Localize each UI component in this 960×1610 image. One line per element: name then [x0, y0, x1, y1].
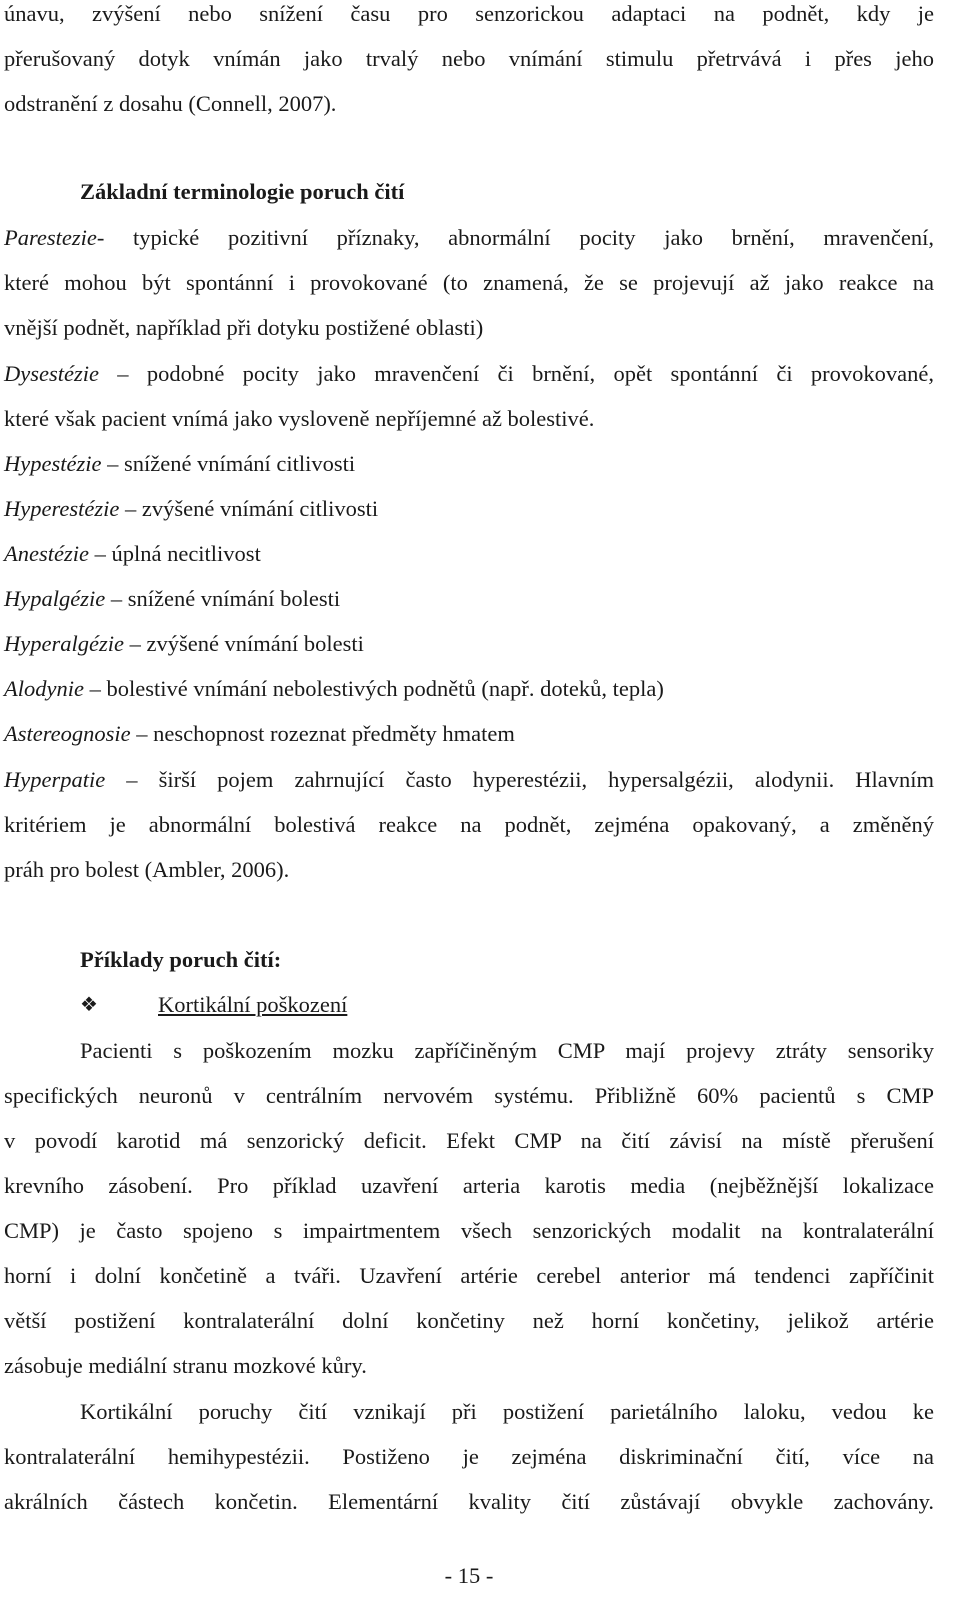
paragraph-1-line: větší postižení kontralaterální dolní končetiny než horní končetiny, jelikož artérie [4, 1308, 934, 1333]
intro-line-1: únavu, zvýšení nebo snížení času pro senzorickou adaptaci na podnět, kdy je [4, 1, 934, 26]
hyperpatie-line-2: kritériem je abnormální bolestivá reakce na podnět, zejména opakovaný, a změněný [4, 812, 934, 837]
page-number: - 15 - [444, 1563, 494, 1588]
term-item [4, 675, 934, 703]
term-item [4, 630, 934, 658]
term-definition: – neschopnost rozeznat předměty hmatem [130, 721, 515, 746]
intro-line-2: přerušovaný dotyk vnímán jako trvalý nebo vnímání stimulu přetrvává i přes jeho [4, 46, 934, 71]
term-name: Hypestézie [4, 451, 102, 476]
parestezie-line-2: které mohou být spontánní i provokované (to znamená, že se projevují až jako reakce na [4, 270, 934, 295]
parestezie-line-3: vnější podnět, například při dotyku postižené oblasti) [4, 315, 484, 340]
paragraph-1-line: v povodí karotid má senzorický deficit. Efekt CMP na čití závisí na místě přerušení [4, 1128, 934, 1153]
hyperpatie-term: Hyperpatie [4, 767, 106, 792]
hyperpatie-line-3: práh pro bolest (Ambler, 2006). [4, 857, 290, 882]
parestezie-text-1: - typické pozitivní příznaky, abnormální pocity jako brnění, mravenčení, [96, 225, 934, 250]
paragraph-1-line: krevního zásobení. Pro příklad uzavření arteria karotis media (nejběžnější lokalizace [4, 1173, 934, 1198]
term-definition: – snížené vnímání bolesti [105, 586, 341, 611]
paragraph-1-line: specifických neuronů v centrálním nervovém systému. Přibližně 60% pacientů s CMP [4, 1083, 934, 1108]
paragraph-1-line: horní i dolní končetině a tváři. Uzavření artérie cerebel anterior má tendenci zapříčinit [4, 1263, 934, 1288]
hyperpatie-line-1 [4, 766, 934, 794]
term-item [4, 585, 934, 613]
term-item [4, 540, 934, 568]
paragraph-2-line: kontralaterální hemihypestézii. Postiženo je zejména diskriminační čití, více na [4, 1444, 934, 1469]
term-name: Hyperestézie [4, 496, 120, 521]
examples-heading: Příklady poruch čití: [80, 947, 282, 972]
paragraph-2-line: akrálních částech končetin. Elementární kvality čití zůstávají obvykle zachovány. [4, 1489, 934, 1514]
paragraph-1-line: CMP) je často spojeno s impairtmentem všech senzorických modalit na kontralaterální [4, 1218, 934, 1243]
diamond-bullet-icon: ❖ [80, 994, 98, 1016]
term-definition: – zvýšené vnímání citlivosti [119, 496, 379, 521]
parestezie-line-1 [4, 224, 934, 252]
term-item [4, 495, 934, 523]
terminology-heading: Základní terminologie poruch čití [80, 179, 405, 204]
paragraph-1-line: zásobuje mediální stranu mozkové kůry. [4, 1353, 367, 1378]
term-definition: – úplná necitlivost [88, 541, 261, 566]
term-definition: – zvýšené vnímání bolesti [123, 631, 364, 656]
paragraph-1-line: Pacienti s poškozením mozku zapříčiněným CMP mají projevy ztráty sensoriky [80, 1038, 934, 1063]
bullet-label: Kortikální poškození [158, 992, 348, 1017]
term-name: Alodynie [4, 676, 84, 701]
dysestezie-term: Dysestézie [4, 361, 99, 386]
term-name: Astereognosie [4, 721, 131, 746]
term-name: Hyperalgézie [4, 631, 124, 656]
dysestezie-line-1 [4, 360, 934, 388]
term-name: Anestézie [4, 541, 89, 566]
term-definition: – bolestivé vnímání nebolestivých podnětů (např. doteků, tepla) [83, 676, 664, 701]
dysestezie-line-2: které však pacient vnímá jako vysloveně nepříjemné až bolestivé. [4, 406, 595, 431]
paragraph-2-line: Kortikální poruchy čití vznikají při postižení parietálního laloku, vedou ke [80, 1399, 934, 1424]
term-definition: – snížené vnímání citlivosti [101, 451, 356, 476]
hyperpatie-text-1: – širší pojem zahrnující často hyperestézii, hypersalgézii, alodynii. Hlavním [105, 767, 934, 792]
parestezie-term: Parestezie [4, 225, 97, 250]
term-item [4, 720, 934, 748]
intro-line-3: odstranění z dosahu (Connell, 2007). [4, 91, 337, 116]
term-item [4, 450, 934, 478]
dysestezie-text-1: – podobné pocity jako mravenčení či brnění, opět spontánní či provokované, [98, 361, 934, 386]
term-name: Hypalgézie [4, 586, 106, 611]
